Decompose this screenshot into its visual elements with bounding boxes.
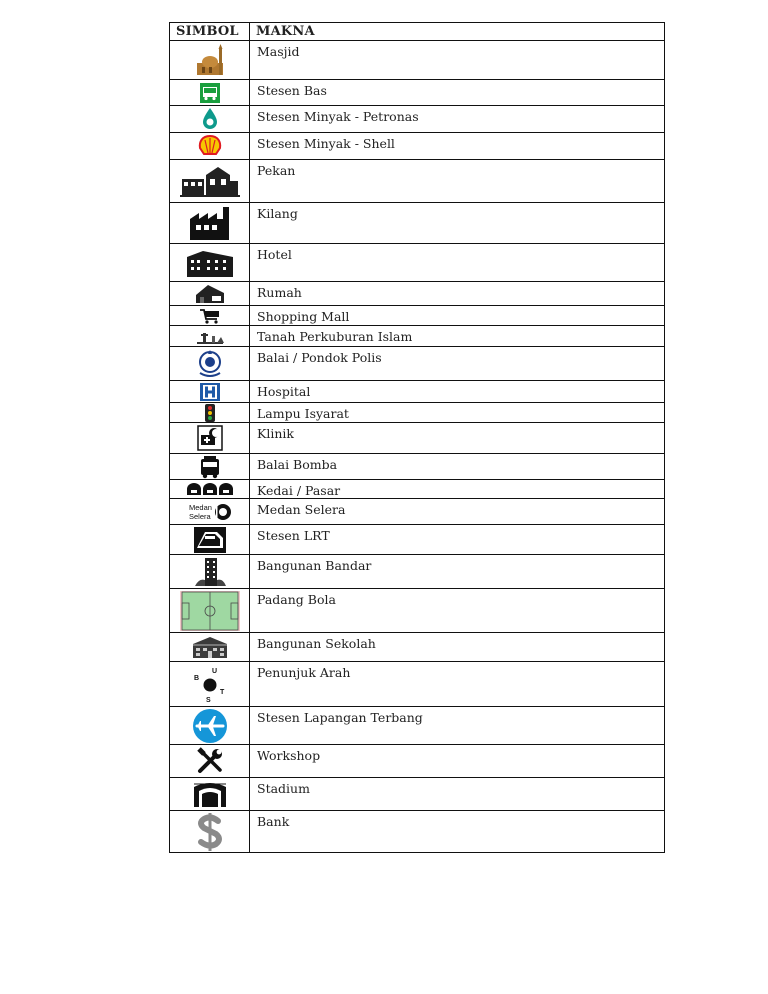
meaning-cell: Stesen Lapangan Terbang bbox=[250, 707, 665, 745]
table-row bbox=[170, 555, 665, 589]
hotel-icon bbox=[185, 247, 235, 279]
stadium-icon bbox=[192, 779, 228, 809]
compass-letter-south: S bbox=[205, 697, 211, 704]
meaning-cell: Hospital bbox=[250, 381, 665, 403]
meaning-cell: Stesen Bas bbox=[250, 80, 665, 106]
hospital-icon bbox=[200, 383, 220, 401]
table-row bbox=[170, 423, 665, 454]
meaning-cell: Masjid bbox=[250, 41, 665, 80]
symbol-cell bbox=[170, 707, 250, 745]
meaning-cell: Bangunan Bandar bbox=[250, 555, 665, 589]
header-symbol: SIMBOL bbox=[170, 23, 250, 41]
table-row bbox=[170, 347, 665, 381]
fire-station-icon bbox=[199, 455, 221, 479]
table-row bbox=[170, 160, 665, 203]
symbol-cell bbox=[170, 80, 250, 106]
symbol-cell bbox=[170, 326, 250, 347]
symbol-cell bbox=[170, 633, 250, 662]
symbol-cell bbox=[170, 347, 250, 381]
meaning-cell: Bank bbox=[250, 811, 665, 853]
cemetery-icon bbox=[195, 327, 225, 345]
table-row bbox=[170, 133, 665, 160]
table-row bbox=[170, 662, 665, 707]
mosque-icon bbox=[193, 43, 227, 77]
compass-letter-east: T bbox=[219, 689, 224, 696]
meaning-cell: Shopping Mall bbox=[250, 306, 665, 326]
legend-table bbox=[169, 22, 665, 853]
food-court-icon bbox=[187, 501, 233, 523]
meaning-cell: Penunjuk Arah bbox=[250, 662, 665, 707]
meaning-cell: Stesen LRT bbox=[250, 525, 665, 555]
table-row bbox=[170, 403, 665, 423]
table-row bbox=[170, 589, 665, 633]
symbol-cell bbox=[170, 454, 250, 480]
symbol-cell bbox=[170, 589, 250, 633]
tools-icon bbox=[196, 747, 224, 775]
clinic-icon bbox=[197, 425, 223, 451]
football-field-icon bbox=[180, 591, 240, 631]
table-row bbox=[170, 282, 665, 306]
table-row bbox=[170, 244, 665, 282]
symbol-cell bbox=[170, 662, 250, 707]
school-icon bbox=[192, 634, 228, 660]
food-court-text-1: Medan bbox=[188, 502, 212, 512]
traffic-light-icon bbox=[202, 404, 218, 422]
symbol-cell bbox=[170, 381, 250, 403]
meaning-cell: Balai Bomba bbox=[250, 454, 665, 480]
compass-icon bbox=[190, 664, 230, 704]
petronas-icon bbox=[200, 107, 220, 131]
table-row bbox=[170, 454, 665, 480]
symbol-cell bbox=[170, 423, 250, 454]
symbol-cell bbox=[170, 778, 250, 811]
symbol-cell bbox=[170, 306, 250, 326]
table-row bbox=[170, 480, 665, 499]
factory-icon bbox=[187, 205, 233, 241]
bus-station-icon bbox=[199, 82, 221, 104]
symbol-cell bbox=[170, 41, 250, 80]
table-row bbox=[170, 707, 665, 745]
town-icon bbox=[180, 163, 240, 199]
symbol-cell bbox=[170, 525, 250, 555]
table-row bbox=[170, 381, 665, 403]
symbol-cell bbox=[170, 480, 250, 499]
symbol-cell bbox=[170, 106, 250, 133]
symbol-cell bbox=[170, 160, 250, 203]
table-row bbox=[170, 633, 665, 662]
symbol-cell bbox=[170, 811, 250, 853]
table-row bbox=[170, 499, 665, 525]
meaning-cell: Rumah bbox=[250, 282, 665, 306]
meaning-cell: Stadium bbox=[250, 778, 665, 811]
meaning-cell: Kedai / Pasar bbox=[250, 480, 665, 499]
header-row bbox=[170, 23, 665, 41]
symbol-cell bbox=[170, 403, 250, 423]
meaning-cell: Workshop bbox=[250, 745, 665, 778]
lrt-icon bbox=[193, 526, 227, 554]
symbol-cell bbox=[170, 499, 250, 525]
shopping-cart-icon bbox=[199, 308, 221, 324]
city-building-icon bbox=[193, 556, 227, 588]
table-row bbox=[170, 203, 665, 244]
meaning-cell: Hotel bbox=[250, 244, 665, 282]
meaning-cell: Balai / Pondok Polis bbox=[250, 347, 665, 381]
table-row bbox=[170, 306, 665, 326]
table-row bbox=[170, 41, 665, 80]
symbol-cell bbox=[170, 282, 250, 306]
table-row bbox=[170, 745, 665, 778]
table-row bbox=[170, 778, 665, 811]
meaning-cell: Padang Bola bbox=[250, 589, 665, 633]
symbol-cell bbox=[170, 555, 250, 589]
header-meaning: MAKNA bbox=[250, 23, 665, 41]
house-icon bbox=[194, 283, 226, 305]
meaning-cell: Pekan bbox=[250, 160, 665, 203]
symbol-cell bbox=[170, 203, 250, 244]
police-icon bbox=[197, 349, 223, 379]
airport-icon bbox=[192, 708, 228, 744]
compass-letter-west: B bbox=[193, 675, 199, 682]
symbol-cell bbox=[170, 745, 250, 778]
compass-letter-north: U bbox=[211, 668, 217, 675]
table-row bbox=[170, 525, 665, 555]
meaning-cell: Lampu Isyarat bbox=[250, 403, 665, 423]
market-icon bbox=[186, 482, 234, 496]
table-row bbox=[170, 326, 665, 347]
meaning-cell: Bangunan Sekolah bbox=[250, 633, 665, 662]
meaning-cell: Stesen Minyak - Shell bbox=[250, 133, 665, 160]
table-row bbox=[170, 106, 665, 133]
meaning-cell: Kilang bbox=[250, 203, 665, 244]
dollar-icon bbox=[195, 812, 225, 852]
food-court-text-2: Selera bbox=[188, 511, 211, 521]
shell-icon bbox=[198, 135, 222, 157]
symbol-cell bbox=[170, 244, 250, 282]
meaning-cell: Klinik bbox=[250, 423, 665, 454]
meaning-cell: Tanah Perkuburan Islam bbox=[250, 326, 665, 347]
table-row bbox=[170, 811, 665, 853]
meaning-cell: Medan Selera bbox=[250, 499, 665, 525]
meaning-cell: Stesen Minyak - Petronas bbox=[250, 106, 665, 133]
table-row bbox=[170, 80, 665, 106]
symbol-cell bbox=[170, 133, 250, 160]
